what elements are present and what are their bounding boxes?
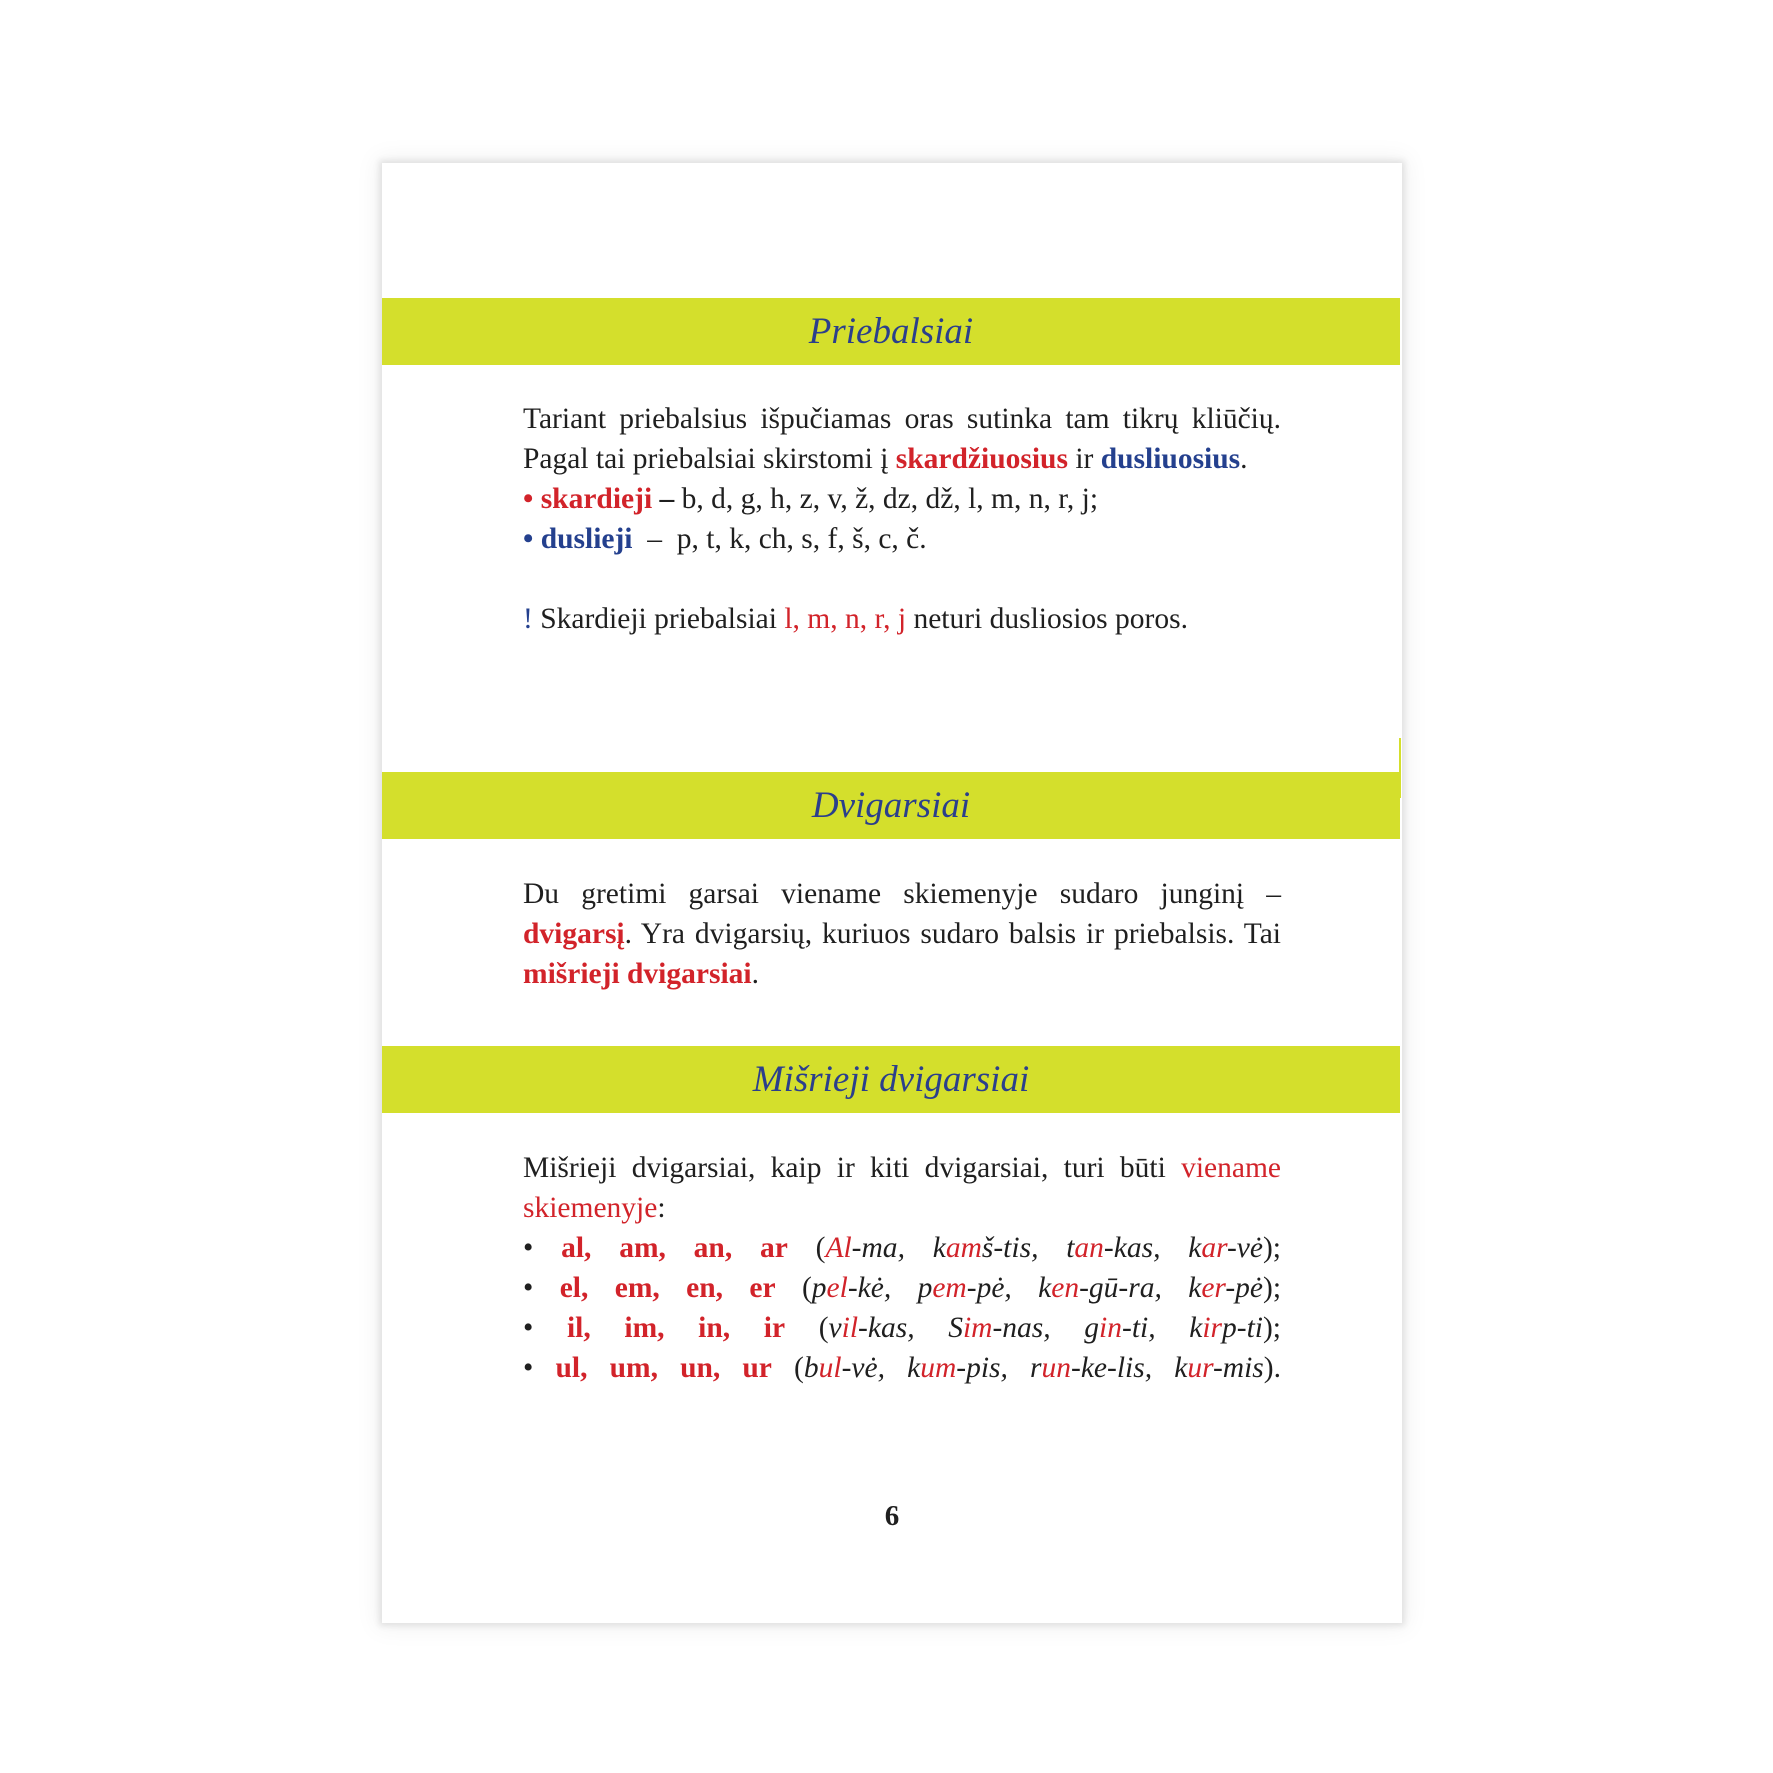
term-skardziuosius: skardžiuosius: [895, 443, 1068, 475]
example-word: kar-vė: [1188, 1232, 1263, 1264]
section-title: Dvigarsiai: [811, 785, 971, 826]
section-title: Priebalsiai: [808, 311, 974, 352]
example-word: kur-mis: [1174, 1352, 1264, 1384]
example-word: tan-kas: [1066, 1232, 1154, 1264]
diphthong-pairs: ul, um, un, ur: [555, 1352, 772, 1384]
diphthong-pairs: el, em, en, er: [559, 1272, 776, 1304]
misrieji-intro: Mišrieji dvigarsiai, kaip ir kiti dvigarsiai, turi būti viename skiemenyje:: [523, 1152, 1281, 1224]
example-word: kum-pis: [907, 1352, 1001, 1384]
page-number: 6: [884, 1500, 900, 1532]
example-word: Al-ma: [825, 1232, 898, 1264]
exclamation-icon: !: [523, 603, 533, 635]
section-header-dvigarsiai: [382, 772, 1400, 839]
section-header-misrieji: [382, 1046, 1400, 1113]
book-page: [382, 163, 1402, 1623]
note-letters: l, m, n, r, j: [784, 603, 907, 635]
list-item-skardieji: • skardieji – b, d, g, h, z, v, ž, dz, dž, l, m, n, r, j;: [523, 483, 1099, 515]
example-word: pel-kė: [811, 1272, 884, 1304]
term-dvigarsi: dvigarsį: [523, 918, 625, 950]
example-word: vil-kas: [828, 1312, 908, 1344]
note-paragraph: ! Skardieji priebalsiai l, m, n, r, j neturi dusliosios poros.: [523, 603, 1188, 635]
diphthong-pairs: il, im, in, ir: [566, 1312, 786, 1344]
example-word: Sim-nas: [948, 1312, 1044, 1344]
dvigarsiai-body: [523, 874, 1281, 994]
example-word: run-ke-lis: [1030, 1352, 1145, 1384]
priebalsiai-body: [523, 399, 1281, 639]
dvigarsiai-paragraph: Du gretimi garsai viename skiemenyje sudaro junginį – dvigarsį. Yra dvigarsių, kuriuos sudaro balsis ir priebalsis. Tai mišrieji dvigarsiai.: [523, 878, 1281, 990]
section-title: Mišrieji dvigarsiai: [752, 1059, 1030, 1100]
misrieji-body: [523, 1148, 1281, 1388]
diphthong-pairs: al, am, an, ar: [561, 1232, 788, 1264]
bullet-icon: •: [523, 1272, 534, 1304]
example-word: kirp-ti: [1189, 1312, 1263, 1344]
list-item-duslieji: • duslieji – p, t, k, ch, s, f, š, c, č.: [523, 523, 927, 555]
bullet-icon: •: [523, 1312, 534, 1344]
example-word: ker-pė: [1188, 1272, 1263, 1304]
diphthong-list: [523, 1228, 1281, 1388]
section-header-priebalsiai: [382, 298, 1400, 365]
term-skardieji: skardieji: [540, 483, 653, 515]
list-item: • al, am, an, ar (Al-ma, kamš-tis, tan-kas, kar-vė);: [523, 1232, 1282, 1264]
bullet-icon: •: [523, 1232, 534, 1264]
list-item: • il, im, in, ir (vil-kas, Sim-nas, gin-ti, kirp-ti);: [523, 1312, 1282, 1344]
term-duslieji: duslieji: [540, 523, 633, 555]
term-misrieji-dvigarsiai: mišrieji dvigarsiai: [523, 958, 752, 990]
example-word: pem-pė: [917, 1272, 1005, 1304]
term-dusliuosius: dusliuosius: [1100, 443, 1241, 475]
priebalsiai-intro: Tariant priebalsius išpučiamas oras sutinka tam tikrų kliūčių. Pagal tai priebalsiai skirstomi į skardžiuosius ir dusliuosius.: [523, 403, 1281, 475]
example-word: gin-ti: [1084, 1312, 1149, 1344]
example-word: bul-vė: [803, 1352, 878, 1384]
list-item: • ul, um, un, ur (bul-vė, kum-pis, run-ke-lis, kur-mis).: [523, 1352, 1281, 1384]
example-word: kamš-tis: [932, 1232, 1032, 1264]
highlight-viename-skiemenyje: viename skiemenyje: [523, 1152, 1281, 1224]
list-item: • el, em, en, er (pel-kė, pem-pė, ken-gū-ra, ker-pė);: [523, 1272, 1282, 1304]
spacer: [523, 559, 1281, 599]
bullet-icon: •: [523, 1352, 534, 1384]
example-word: ken-gū-ra: [1038, 1272, 1155, 1304]
